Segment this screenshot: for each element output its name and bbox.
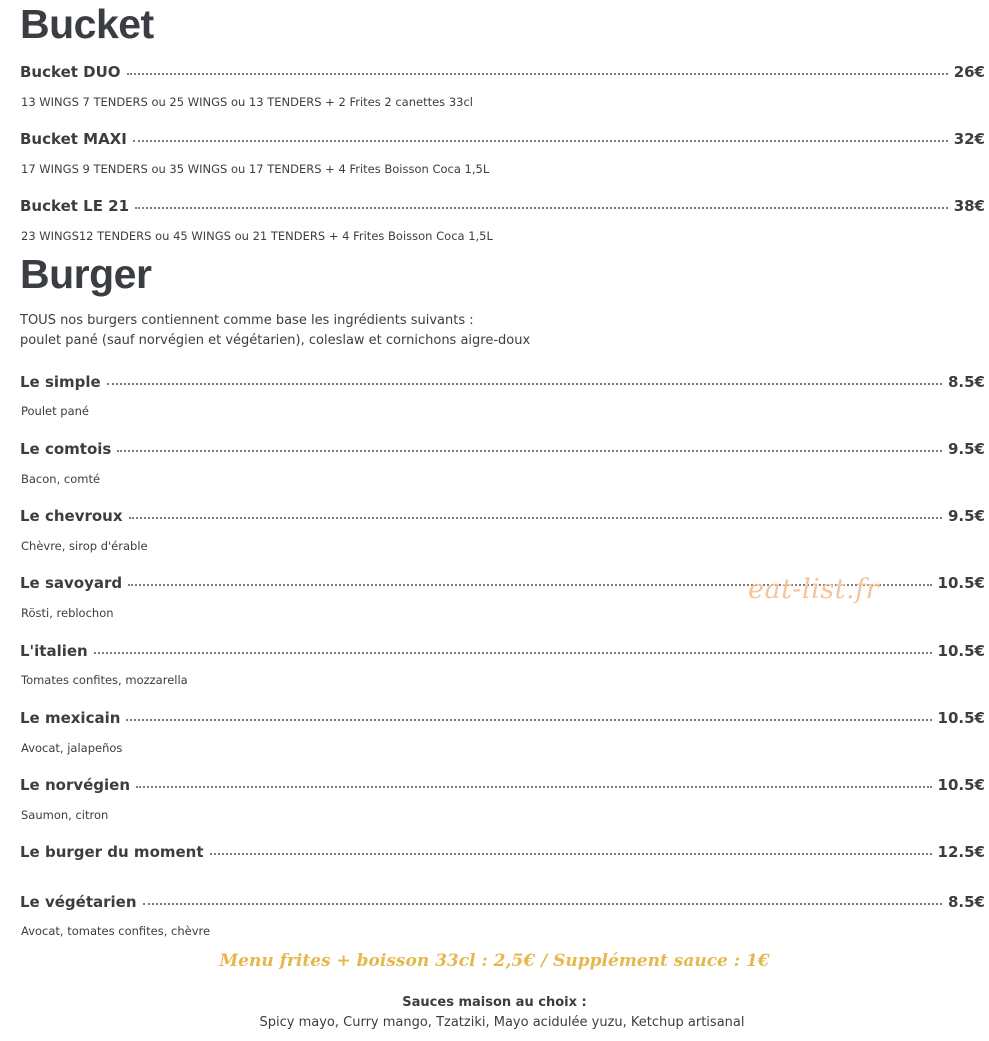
item-price: 32€: [953, 130, 985, 148]
item-description: Tomates confites, mozzarella: [21, 673, 188, 687]
dotted-leader: [126, 719, 931, 721]
item-name: Le simple: [20, 373, 101, 391]
item-name: Le burger du moment: [20, 843, 204, 861]
item-name: Le chevroux: [20, 507, 123, 525]
item-name: Le végétarien: [20, 893, 137, 911]
menu-extra-note: Menu frites + boisson 33cl : 2,5€ / Supplément sauce : 1€: [219, 951, 770, 971]
menu-item-le-norvegien: [20, 774, 985, 796]
menu-item-bucket-duo: [20, 61, 985, 83]
item-description: Bacon, comté: [21, 472, 101, 486]
item-name: Bucket MAXI: [20, 130, 127, 148]
item-description: Chèvre, sirop d'érable: [21, 539, 148, 553]
item-description: Avocat, jalapeños: [21, 741, 123, 755]
item-price: 8.5€: [947, 893, 985, 911]
menu-item-le-burger-du-moment: [20, 841, 985, 863]
item-price: 9.5€: [947, 507, 985, 525]
menu-item-bucket-le-21: [20, 195, 985, 217]
menu-item-l-italien: [20, 640, 985, 662]
dotted-leader: [136, 786, 932, 788]
item-price: 9.5€: [947, 440, 985, 458]
dotted-leader: [135, 207, 948, 209]
item-price: 10.5€: [937, 642, 985, 660]
dotted-leader: [210, 853, 932, 855]
item-name: Le comtois: [20, 440, 112, 458]
sauces-heading: Sauces maison au choix :: [402, 995, 587, 1010]
menu-item-le-vegetarien: [20, 891, 985, 913]
sauces-list: Spicy mayo, Curry mango, Tzatziki, Mayo acidulée yuzu, Ketchup artisanal: [259, 1015, 745, 1030]
dotted-leader: [117, 450, 942, 452]
watermark: eat-list.fr: [748, 574, 880, 605]
item-price: 12.5€: [937, 843, 985, 861]
dotted-leader: [129, 517, 942, 519]
menu-item-le-mexicain: [20, 707, 985, 729]
item-name: Bucket LE 21: [20, 197, 130, 215]
item-price: 38€: [953, 197, 985, 215]
menu-item-le-chevroux: [20, 505, 985, 527]
item-name: Le norvégien: [20, 776, 131, 794]
item-name: Le mexicain: [20, 709, 121, 727]
item-price: 10.5€: [937, 574, 985, 592]
item-price: 10.5€: [937, 709, 985, 727]
item-description: 17 WINGS 9 TENDERS ou 35 WINGS ou 17 TENDERS + 4 Frites Boisson Coca 1,5L: [21, 162, 490, 176]
item-description: Avocat, tomates confites, chèvre: [21, 924, 211, 938]
item-price: 8.5€: [947, 373, 985, 391]
item-price: 26€: [953, 63, 985, 81]
menu-item-bucket-maxi: [20, 128, 985, 150]
dotted-leader: [127, 73, 948, 75]
item-description: Poulet pané: [21, 404, 89, 418]
menu-item-le-comtois: [20, 438, 985, 460]
burger-section-title: Burger: [20, 251, 152, 297]
item-name: Bucket DUO: [20, 63, 121, 81]
burger-intro: [20, 311, 530, 351]
item-name: Le savoyard: [20, 574, 123, 592]
item-name: L'italien: [20, 642, 88, 660]
item-description: Saumon, citron: [21, 808, 109, 822]
item-description: Rösti, reblochon: [21, 606, 114, 620]
item-description: 13 WINGS 7 TENDERS ou 25 WINGS ou 13 TENDERS + 2 Frites 2 canettes 33cl: [21, 95, 473, 109]
burger-intro-line: TOUS nos burgers contiennent comme base les ingrédients suivants :: [20, 313, 474, 328]
bucket-section-title: Bucket: [20, 1, 154, 47]
dotted-leader: [143, 903, 942, 905]
dotted-leader: [107, 383, 942, 385]
item-price: 10.5€: [937, 776, 985, 794]
dotted-leader: [94, 652, 932, 654]
menu-item-le-simple: [20, 371, 985, 393]
burger-intro-line: poulet pané (sauf norvégien et végétarien), coleslaw et cornichons aigre-doux: [20, 333, 531, 348]
dotted-leader: [133, 140, 948, 142]
item-description: 23 WINGS12 TENDERS ou 45 WINGS ou 21 TENDERS + 4 Frites Boisson Coca 1,5L: [21, 229, 493, 243]
